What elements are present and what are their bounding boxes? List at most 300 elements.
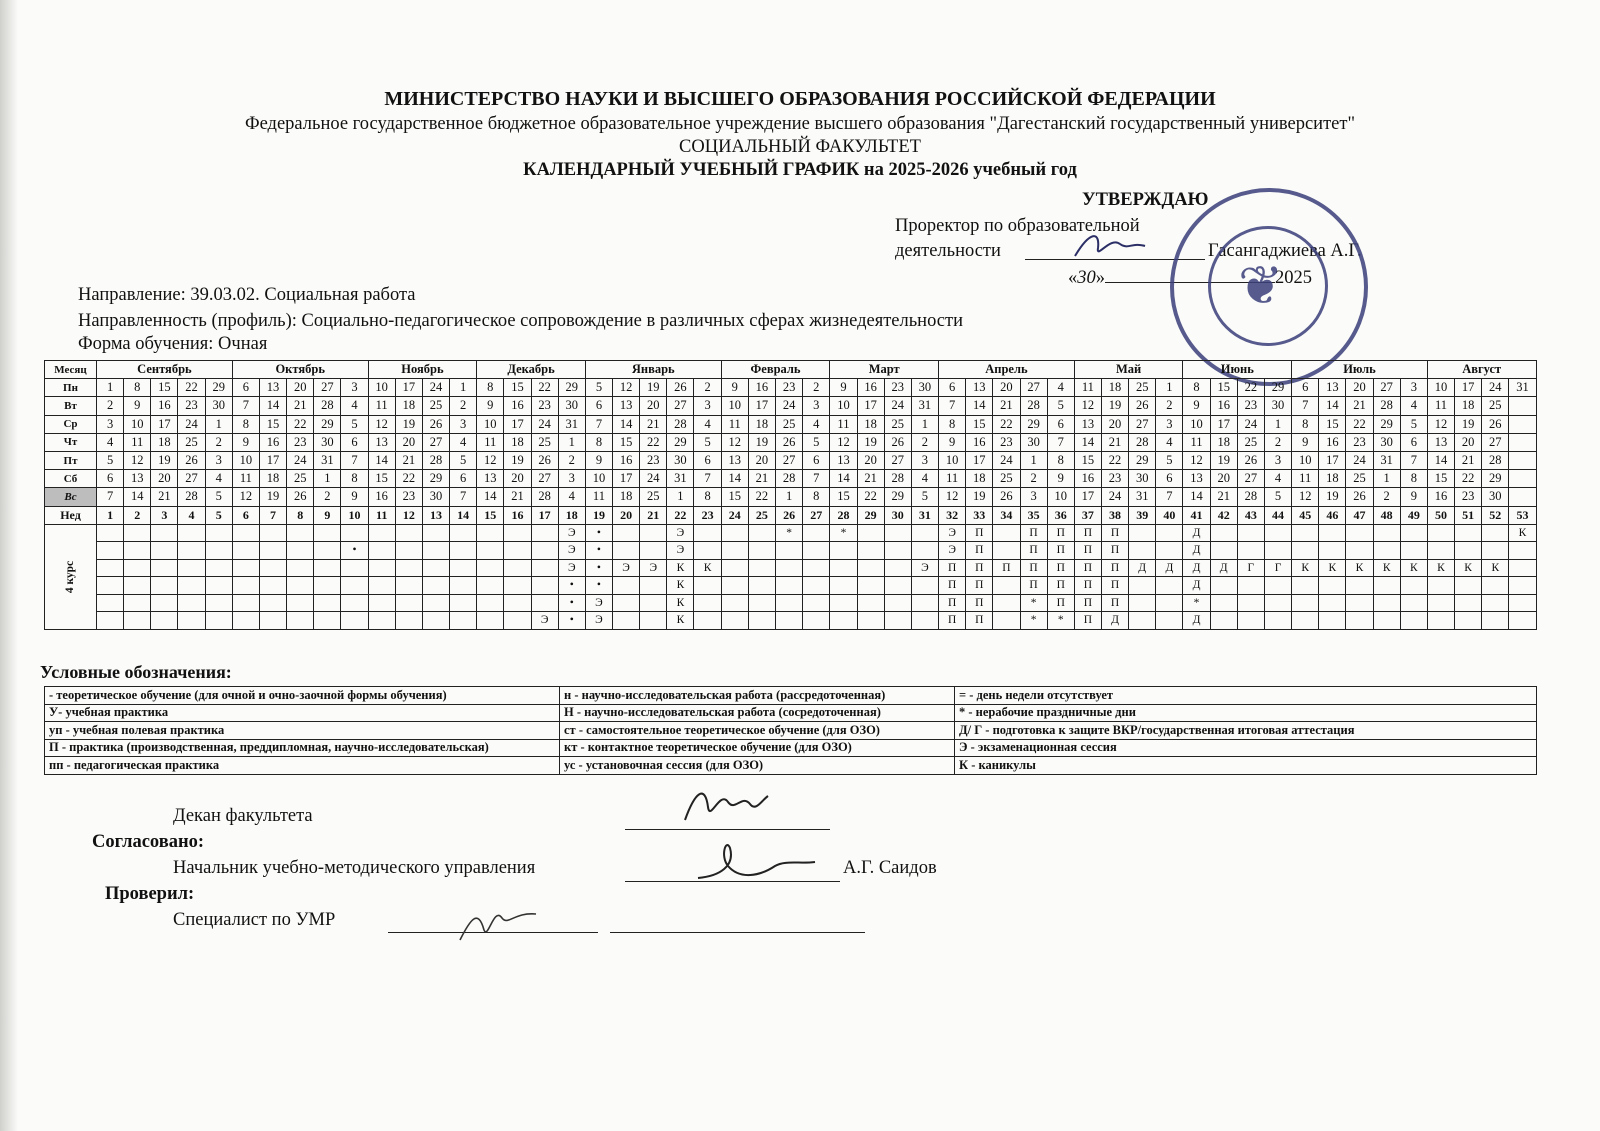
date-cell: 5 xyxy=(1047,397,1074,415)
activity-cell: П xyxy=(1101,559,1128,577)
date-cell: 12 xyxy=(1074,397,1101,415)
date-cell: 16 xyxy=(966,433,993,451)
date-cell: 23 xyxy=(993,433,1020,451)
date-cell: 3 xyxy=(911,451,938,469)
activity-cell xyxy=(124,559,151,577)
date-cell: 3 xyxy=(97,415,124,433)
date-cell: 12 xyxy=(830,433,857,451)
date-cell: 16 xyxy=(368,488,395,506)
week-number-cell: 5 xyxy=(205,506,232,524)
specialist-name-line xyxy=(610,931,865,933)
date-cell: 12 xyxy=(368,415,395,433)
date-cell: 10 xyxy=(477,415,504,433)
activity-cell xyxy=(830,594,857,612)
activity-cell xyxy=(178,524,205,542)
date-cell: 1 xyxy=(1020,451,1047,469)
date-cell: 6 xyxy=(1156,470,1183,488)
date-cell: 20 xyxy=(395,433,422,451)
activity-cell xyxy=(205,524,232,542)
date-cell: 4 xyxy=(205,470,232,488)
date-cell: 7 xyxy=(1292,397,1319,415)
activity-cell xyxy=(341,612,368,630)
activity-cell xyxy=(341,577,368,595)
date-cell: 13 xyxy=(124,470,151,488)
date-cell: 28 xyxy=(1482,451,1509,469)
activity-cell xyxy=(531,594,558,612)
activity-cell xyxy=(1319,612,1346,630)
activity-cell: П xyxy=(939,594,966,612)
date-cell: 4 xyxy=(341,397,368,415)
activity-cell xyxy=(911,594,938,612)
activity-cell: Д xyxy=(1210,559,1237,577)
date-cell: 1 xyxy=(558,433,585,451)
week-number-cell: 29 xyxy=(857,506,884,524)
date-cell: 6 xyxy=(341,433,368,451)
activity-cell xyxy=(450,559,477,577)
date-cell: 3 xyxy=(341,379,368,397)
date-cell: 30 xyxy=(1373,433,1400,451)
activity-cell xyxy=(178,612,205,630)
week-number-cell: 21 xyxy=(640,506,667,524)
activity-cell xyxy=(1210,577,1237,595)
activity-cell: Э xyxy=(667,524,694,542)
date-cell: 30 xyxy=(1020,433,1047,451)
institution-name: Федеральное государственное бюджетное образовательное учреждение высшего образования "Дагестанский государственный университет" xyxy=(244,114,1356,134)
activity-cell xyxy=(640,524,667,542)
date-cell: 11 xyxy=(124,433,151,451)
date-cell xyxy=(1509,470,1536,488)
date-cell: 7 xyxy=(232,397,259,415)
date-cell: 11 xyxy=(830,415,857,433)
activity-cell xyxy=(97,594,124,612)
date-cell: 9 xyxy=(1292,433,1319,451)
eagle-emblem-icon: ❦ xyxy=(1238,256,1284,316)
activity-cell: К xyxy=(1455,559,1482,577)
date-cell: 25 xyxy=(776,415,803,433)
date-cell: 30 xyxy=(1129,470,1156,488)
activity-cell: П xyxy=(966,612,993,630)
activity-cell xyxy=(613,577,640,595)
activity-row xyxy=(45,524,1537,542)
date-cell: 23 xyxy=(776,379,803,397)
legend-cell: ст - самостоятельное теоретическое обучение (для ОЗО) xyxy=(560,722,955,740)
date-cell: 30 xyxy=(1482,488,1509,506)
activity-cell xyxy=(341,594,368,612)
activity-cell: Д xyxy=(1183,542,1210,560)
activity-row xyxy=(45,594,1537,612)
week-number-cell: 18 xyxy=(558,506,585,524)
date-cell: 18 xyxy=(613,488,640,506)
approval-position-1: Проректор по образовательной xyxy=(895,216,1140,236)
date-cell: 12 xyxy=(721,433,748,451)
course-label xyxy=(45,524,97,629)
activity-cell xyxy=(1129,594,1156,612)
date-cell: 6 xyxy=(1047,415,1074,433)
activity-cell xyxy=(1129,577,1156,595)
activity-cell: Э xyxy=(939,524,966,542)
date-cell: 22 xyxy=(287,415,314,433)
date-cell: 4 xyxy=(803,415,830,433)
date-cell: 4 xyxy=(97,433,124,451)
activity-cell: П xyxy=(1101,594,1128,612)
activity-cell: Э xyxy=(558,542,585,560)
date-cell: 10 xyxy=(721,397,748,415)
weeks-label: Нед xyxy=(45,506,97,524)
head-position: Начальник учебно-методического управления xyxy=(173,858,536,878)
date-cell: 20 xyxy=(1210,470,1237,488)
date-cell: 20 xyxy=(993,379,1020,397)
activity-cell: П xyxy=(1047,524,1074,542)
activity-cell xyxy=(1237,577,1264,595)
date-cell: 8 xyxy=(1400,470,1427,488)
activity-cell: * xyxy=(776,524,803,542)
date-cell: 23 xyxy=(884,379,911,397)
activity-cell: К xyxy=(1400,559,1427,577)
date-cell: 7 xyxy=(450,488,477,506)
activity-cell xyxy=(1319,542,1346,560)
date-cell: 9 xyxy=(830,379,857,397)
date-cell: 19 xyxy=(1210,451,1237,469)
activity-cell: • xyxy=(558,612,585,630)
activity-cell xyxy=(1455,524,1482,542)
activity-cell xyxy=(1509,577,1536,595)
date-cell: 17 xyxy=(857,397,884,415)
activity-cell xyxy=(504,577,531,595)
date-cell: 21 xyxy=(1101,433,1128,451)
day-label: Пт xyxy=(45,451,97,469)
week-number-cell: 36 xyxy=(1047,506,1074,524)
date-cell: 21 xyxy=(151,488,178,506)
date-cell: 22 xyxy=(395,470,422,488)
date-cell: 4 xyxy=(1047,379,1074,397)
month-header-cell: Июль xyxy=(1292,361,1428,379)
activity-cell xyxy=(884,594,911,612)
activity-cell xyxy=(504,612,531,630)
date-cell: 7 xyxy=(585,415,612,433)
date-cell: 12 xyxy=(1292,488,1319,506)
activity-cell xyxy=(504,524,531,542)
activity-cell xyxy=(1292,612,1319,630)
activity-cell xyxy=(830,612,857,630)
activity-cell xyxy=(395,559,422,577)
activity-cell xyxy=(422,612,449,630)
approval-heading: УТВЕРЖДАЮ xyxy=(1082,190,1209,210)
day-label: Вс xyxy=(45,488,97,506)
activity-cell xyxy=(395,542,422,560)
date-cell: 24 xyxy=(640,470,667,488)
activity-cell xyxy=(1346,542,1373,560)
activity-cell xyxy=(287,594,314,612)
activity-cell: • xyxy=(585,577,612,595)
activity-cell xyxy=(1156,577,1183,595)
activity-cell xyxy=(124,542,151,560)
date-cell: 24 xyxy=(531,415,558,433)
day-row xyxy=(45,397,1537,415)
legend-row xyxy=(45,757,1537,775)
date-cell: 1 xyxy=(450,379,477,397)
activity-cell xyxy=(314,577,341,595)
activity-cell xyxy=(721,612,748,630)
activity-row xyxy=(45,612,1537,630)
dean-signature xyxy=(680,782,770,827)
activity-cell xyxy=(1346,594,1373,612)
date-cell: 2 xyxy=(450,397,477,415)
week-number-cell: 26 xyxy=(776,506,803,524)
day-label: Ср xyxy=(45,415,97,433)
date-cell: 18 xyxy=(259,470,286,488)
activity-cell: П xyxy=(966,594,993,612)
activity-cell xyxy=(803,594,830,612)
date-cell: 26 xyxy=(531,451,558,469)
activity-cell xyxy=(1427,612,1454,630)
week-number-cell: 28 xyxy=(830,506,857,524)
date-cell: 1 xyxy=(314,470,341,488)
activity-cell xyxy=(477,577,504,595)
date-cell: 29 xyxy=(1129,451,1156,469)
week-number-cell: 31 xyxy=(911,506,938,524)
date-cell: 1 xyxy=(1156,379,1183,397)
date-cell: 14 xyxy=(477,488,504,506)
activity-cell: К xyxy=(667,612,694,630)
course-label-text: 4 курс xyxy=(64,560,77,593)
activity-cell: К xyxy=(694,559,721,577)
week-number-cell: 51 xyxy=(1455,506,1482,524)
activity-cell xyxy=(748,612,775,630)
date-cell: 19 xyxy=(1455,415,1482,433)
week-number-cell: 7 xyxy=(259,506,286,524)
activity-cell xyxy=(477,559,504,577)
activity-cell xyxy=(368,559,395,577)
activity-cell xyxy=(993,542,1020,560)
date-cell: 1 xyxy=(776,488,803,506)
date-cell: 29 xyxy=(1482,470,1509,488)
faculty-name: СОЦИАЛЬНЫЙ ФАКУЛЬТЕТ xyxy=(679,137,921,157)
activity-cell xyxy=(694,524,721,542)
activity-cell xyxy=(531,524,558,542)
date-cell: 20 xyxy=(1101,415,1128,433)
date-cell: 16 xyxy=(151,397,178,415)
date-cell: 21 xyxy=(504,488,531,506)
date-cell: 10 xyxy=(232,451,259,469)
activity-cell xyxy=(884,542,911,560)
date-cell: 2 xyxy=(97,397,124,415)
date-cell: 15 xyxy=(151,379,178,397)
activity-cell xyxy=(857,612,884,630)
activity-cell xyxy=(803,577,830,595)
activity-cell xyxy=(151,559,178,577)
activity-cell: * xyxy=(1047,612,1074,630)
week-number-cell: 19 xyxy=(585,506,612,524)
date-cell: 8 xyxy=(232,415,259,433)
activity-cell: * xyxy=(1020,612,1047,630)
date-cell: 26 xyxy=(776,433,803,451)
activity-cell xyxy=(1264,577,1291,595)
day-row xyxy=(45,488,1537,506)
program-form: Форма обучения: Очная xyxy=(78,334,268,354)
activity-cell xyxy=(1292,594,1319,612)
date-cell: 17 xyxy=(966,451,993,469)
date-cell xyxy=(1509,488,1536,506)
activity-cell xyxy=(477,524,504,542)
date-cell: 27 xyxy=(1373,379,1400,397)
activity-cell: К xyxy=(667,594,694,612)
legend-cell: П - практика (производственная, преддипломная, научно-исследовательская) xyxy=(45,739,560,757)
date-cell: 16 xyxy=(1319,433,1346,451)
activity-cell xyxy=(1237,542,1264,560)
date-cell: 20 xyxy=(1346,379,1373,397)
legend-cell: н - научно-исследовательская работа (рассредоточенная) xyxy=(560,687,955,705)
activity-cell xyxy=(640,577,667,595)
date-cell: 24 xyxy=(422,379,449,397)
date-cell: 9 xyxy=(232,433,259,451)
activity-cell: К xyxy=(1319,559,1346,577)
date-cell: 6 xyxy=(97,470,124,488)
activity-cell xyxy=(1427,577,1454,595)
date-cell: 6 xyxy=(1292,379,1319,397)
date-cell: 21 xyxy=(1455,451,1482,469)
activity-cell xyxy=(259,542,286,560)
date-cell: 4 xyxy=(450,433,477,451)
month-header-cell: Январь xyxy=(585,361,721,379)
activity-cell: К xyxy=(1427,559,1454,577)
date-cell: 2 xyxy=(558,451,585,469)
date-cell: 7 xyxy=(694,470,721,488)
activity-cell xyxy=(1482,612,1509,630)
date-cell: 22 xyxy=(993,415,1020,433)
date-cell: 14 xyxy=(830,470,857,488)
activity-cell xyxy=(205,594,232,612)
activity-cell xyxy=(748,577,775,595)
activity-cell xyxy=(151,612,178,630)
activity-cell xyxy=(151,594,178,612)
date-cell: 21 xyxy=(1210,488,1237,506)
approval-year: 2025 xyxy=(1275,268,1312,288)
activity-cell: П xyxy=(1074,577,1101,595)
week-number-cell: 40 xyxy=(1156,506,1183,524)
week-number-cell: 33 xyxy=(966,506,993,524)
week-number-cell: 9 xyxy=(314,506,341,524)
date-cell: 30 xyxy=(314,433,341,451)
date-cell: 13 xyxy=(368,433,395,451)
date-cell: 23 xyxy=(287,433,314,451)
date-cell: 7 xyxy=(1156,488,1183,506)
activity-cell xyxy=(857,542,884,560)
week-number-cell: 13 xyxy=(422,506,449,524)
activity-cell xyxy=(314,524,341,542)
activity-cell xyxy=(1156,524,1183,542)
activity-cell xyxy=(803,542,830,560)
date-cell: 29 xyxy=(1264,379,1291,397)
date-cell: 23 xyxy=(178,397,205,415)
date-cell: 23 xyxy=(1455,488,1482,506)
date-cell: 12 xyxy=(613,379,640,397)
activity-cell xyxy=(1237,612,1264,630)
date-cell: 14 xyxy=(613,415,640,433)
date-cell: 16 xyxy=(1427,488,1454,506)
date-cell: 31 xyxy=(911,397,938,415)
month-header-cell: Сентябрь xyxy=(97,361,233,379)
activity-cell: П xyxy=(939,559,966,577)
date-cell: 8 xyxy=(1292,415,1319,433)
date-cell: 19 xyxy=(748,433,775,451)
date-cell: 30 xyxy=(911,379,938,397)
date-cell: 20 xyxy=(748,451,775,469)
activity-cell xyxy=(178,577,205,595)
date-cell: 10 xyxy=(368,379,395,397)
date-cell: 29 xyxy=(1373,415,1400,433)
activity-cell: П xyxy=(1020,542,1047,560)
day-label: Чт xyxy=(45,433,97,451)
week-number-cell: 38 xyxy=(1101,506,1128,524)
date-cell: 18 xyxy=(151,433,178,451)
date-cell: 17 xyxy=(395,379,422,397)
date-cell: 6 xyxy=(1400,433,1427,451)
activity-cell xyxy=(450,542,477,560)
date-cell: 19 xyxy=(1319,488,1346,506)
activity-cell: Д xyxy=(1101,612,1128,630)
activity-cell xyxy=(341,559,368,577)
date-cell: 5 xyxy=(1400,415,1427,433)
activity-cell xyxy=(721,559,748,577)
date-cell: 20 xyxy=(151,470,178,488)
activity-cell: К xyxy=(1292,559,1319,577)
activity-cell xyxy=(1210,524,1237,542)
activity-cell xyxy=(1400,612,1427,630)
week-number-cell: 30 xyxy=(884,506,911,524)
week-number-cell: 11 xyxy=(368,506,395,524)
checked-label: Проверил: xyxy=(105,884,195,904)
activity-cell xyxy=(259,594,286,612)
activity-cell xyxy=(613,612,640,630)
date-cell: 12 xyxy=(939,488,966,506)
date-cell: 21 xyxy=(640,415,667,433)
date-cell: 6 xyxy=(585,397,612,415)
activity-cell xyxy=(613,524,640,542)
activity-cell xyxy=(694,577,721,595)
week-number-cell: 37 xyxy=(1074,506,1101,524)
date-cell: 26 xyxy=(993,488,1020,506)
activity-cell xyxy=(1455,542,1482,560)
activity-cell xyxy=(830,577,857,595)
date-cell: 28 xyxy=(667,415,694,433)
date-cell: 24 xyxy=(1346,451,1373,469)
activity-cell xyxy=(97,559,124,577)
program-direction: Направление: 39.03.02. Социальная работа xyxy=(78,285,416,305)
activity-cell: Д xyxy=(1183,524,1210,542)
date-cell: 22 xyxy=(1346,415,1373,433)
date-cell: 19 xyxy=(966,488,993,506)
date-cell: 22 xyxy=(640,433,667,451)
activity-cell: • xyxy=(585,559,612,577)
activity-cell xyxy=(993,524,1020,542)
activity-cell xyxy=(531,577,558,595)
head-name: А.Г. Саидов xyxy=(843,858,937,878)
date-cell: 8 xyxy=(939,415,966,433)
date-cell: 31 xyxy=(1373,451,1400,469)
agreed-label: Согласовано: xyxy=(92,832,205,852)
activity-cell xyxy=(232,612,259,630)
date-cell: 19 xyxy=(395,415,422,433)
date-cell: 16 xyxy=(1074,470,1101,488)
date-cell: 5 xyxy=(450,451,477,469)
activity-cell xyxy=(911,542,938,560)
activity-cell xyxy=(1455,612,1482,630)
date-cell: 4 xyxy=(1156,433,1183,451)
activity-cell: Э xyxy=(585,612,612,630)
date-cell: 13 xyxy=(830,451,857,469)
activity-cell xyxy=(1373,594,1400,612)
activity-cell xyxy=(124,524,151,542)
